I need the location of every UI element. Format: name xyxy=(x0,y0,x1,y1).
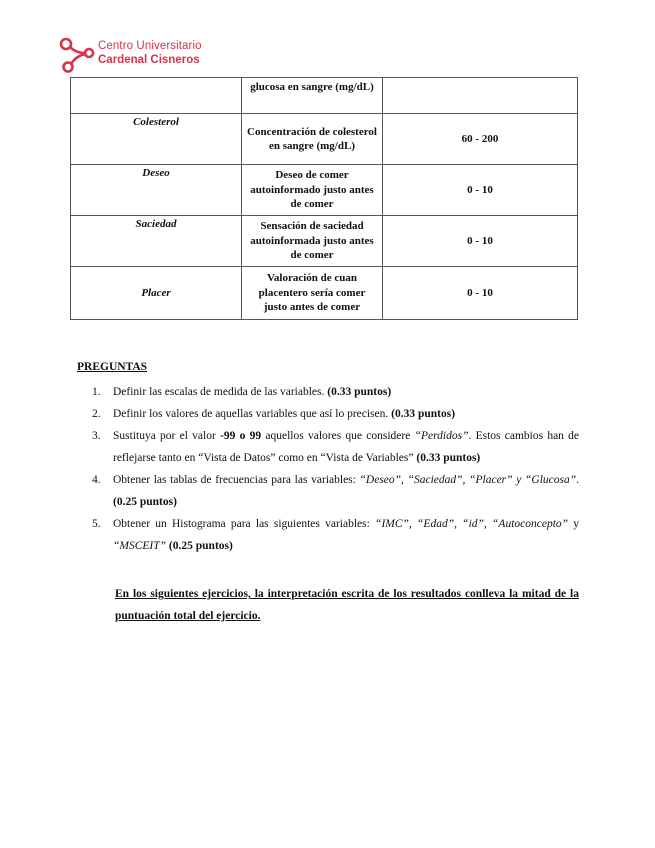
variable-name-cell xyxy=(71,78,242,114)
variable-names: “MSCEIT” xyxy=(113,540,167,552)
question-points: (0.33 puntos) xyxy=(391,408,456,420)
question-text: Obtener un Histograma para las siguientes variables: xyxy=(113,518,370,530)
table-row xyxy=(71,216,578,267)
questions-list xyxy=(77,381,579,557)
table-row xyxy=(71,267,578,320)
university-logo xyxy=(58,36,218,76)
questions-heading: PREGUNTAS xyxy=(77,361,148,373)
list-item xyxy=(77,425,579,469)
variable-description-cell: glucosa en sangre (mg/dL) xyxy=(242,78,383,114)
variables-table xyxy=(70,77,578,320)
question-text: Definir los valores de aquellas variables que así lo precisen. xyxy=(113,408,389,420)
question-text: . Estos cambios han de reflejarse tanto en “Vista de Datos” como en “Vista de Variables” xyxy=(113,430,580,464)
item-number: 3. xyxy=(92,430,101,442)
question-text: . xyxy=(576,474,580,486)
logo-line-1: Centro Universitario xyxy=(98,40,202,52)
table-row xyxy=(71,114,578,165)
question-points: (0.33 puntos) xyxy=(416,452,481,464)
item-number: 4. xyxy=(92,474,101,486)
question-text: aquellos valores que considere xyxy=(265,430,411,442)
variable-name-cell: Deseo xyxy=(71,165,242,216)
question-points: (0.33 puntos) xyxy=(327,386,392,398)
question-points: (0.25 puntos) xyxy=(113,496,177,508)
variable-names: “IMC”, “Edad”, “id”, “Autoconcepto” xyxy=(375,518,569,530)
variable-range-cell: 0 - 10 xyxy=(383,267,578,320)
item-number: 2. xyxy=(92,408,101,420)
variable-description-cell: Sensación de saciedad autoinformada justo antes de comer xyxy=(242,216,383,267)
variable-description-cell: Deseo de comer autoinformado justo antes de comer xyxy=(242,165,383,216)
variable-name-cell: Colesterol xyxy=(71,114,242,165)
question-text: Obtener las tablas de frecuencias para las variables: xyxy=(113,474,356,486)
logo-line-2: Cardenal Cisneros xyxy=(98,54,200,66)
list-item xyxy=(77,469,579,513)
missing-codes: -99 o 99 xyxy=(220,430,262,442)
list-item xyxy=(77,403,579,425)
variable-name-cell: Placer xyxy=(71,267,242,320)
table-row xyxy=(71,165,578,216)
grading-note: En los siguientes ejercicios, la interpretación escrita de los resultados conlleva la mitad de la puntuación total del ejercicio. xyxy=(115,588,579,622)
variable-description-cell: Valoración de cuan placentero sería comer justo antes de comer xyxy=(242,267,383,320)
variable-name-cell: Saciedad xyxy=(71,216,242,267)
list-item xyxy=(77,513,579,557)
variable-names: “Deseo”, “Saciedad”, “Placer” y “Glucosa” xyxy=(359,474,577,486)
question-text: Sustituya por el valor xyxy=(113,430,216,442)
variable-range-cell: 60 - 200 xyxy=(383,114,578,165)
item-number: 1. xyxy=(92,386,101,398)
variable-range-cell: 0 - 10 xyxy=(383,216,578,267)
question-text: y xyxy=(573,518,580,530)
table-row xyxy=(71,78,578,114)
variable-range-cell: 0 - 10 xyxy=(383,165,578,216)
question-text: Definir las escalas de medida de las variables. xyxy=(113,386,325,398)
variable-description-cell: Concentración de colesterol en sangre (mg/dL) xyxy=(242,114,383,165)
molecule-logo-icon xyxy=(58,36,96,74)
question-points: (0.25 puntos) xyxy=(168,540,233,552)
missing-label: “Perdidos” xyxy=(414,430,469,442)
list-item xyxy=(77,381,579,403)
item-number: 5. xyxy=(92,518,101,530)
variable-range-cell xyxy=(383,78,578,114)
